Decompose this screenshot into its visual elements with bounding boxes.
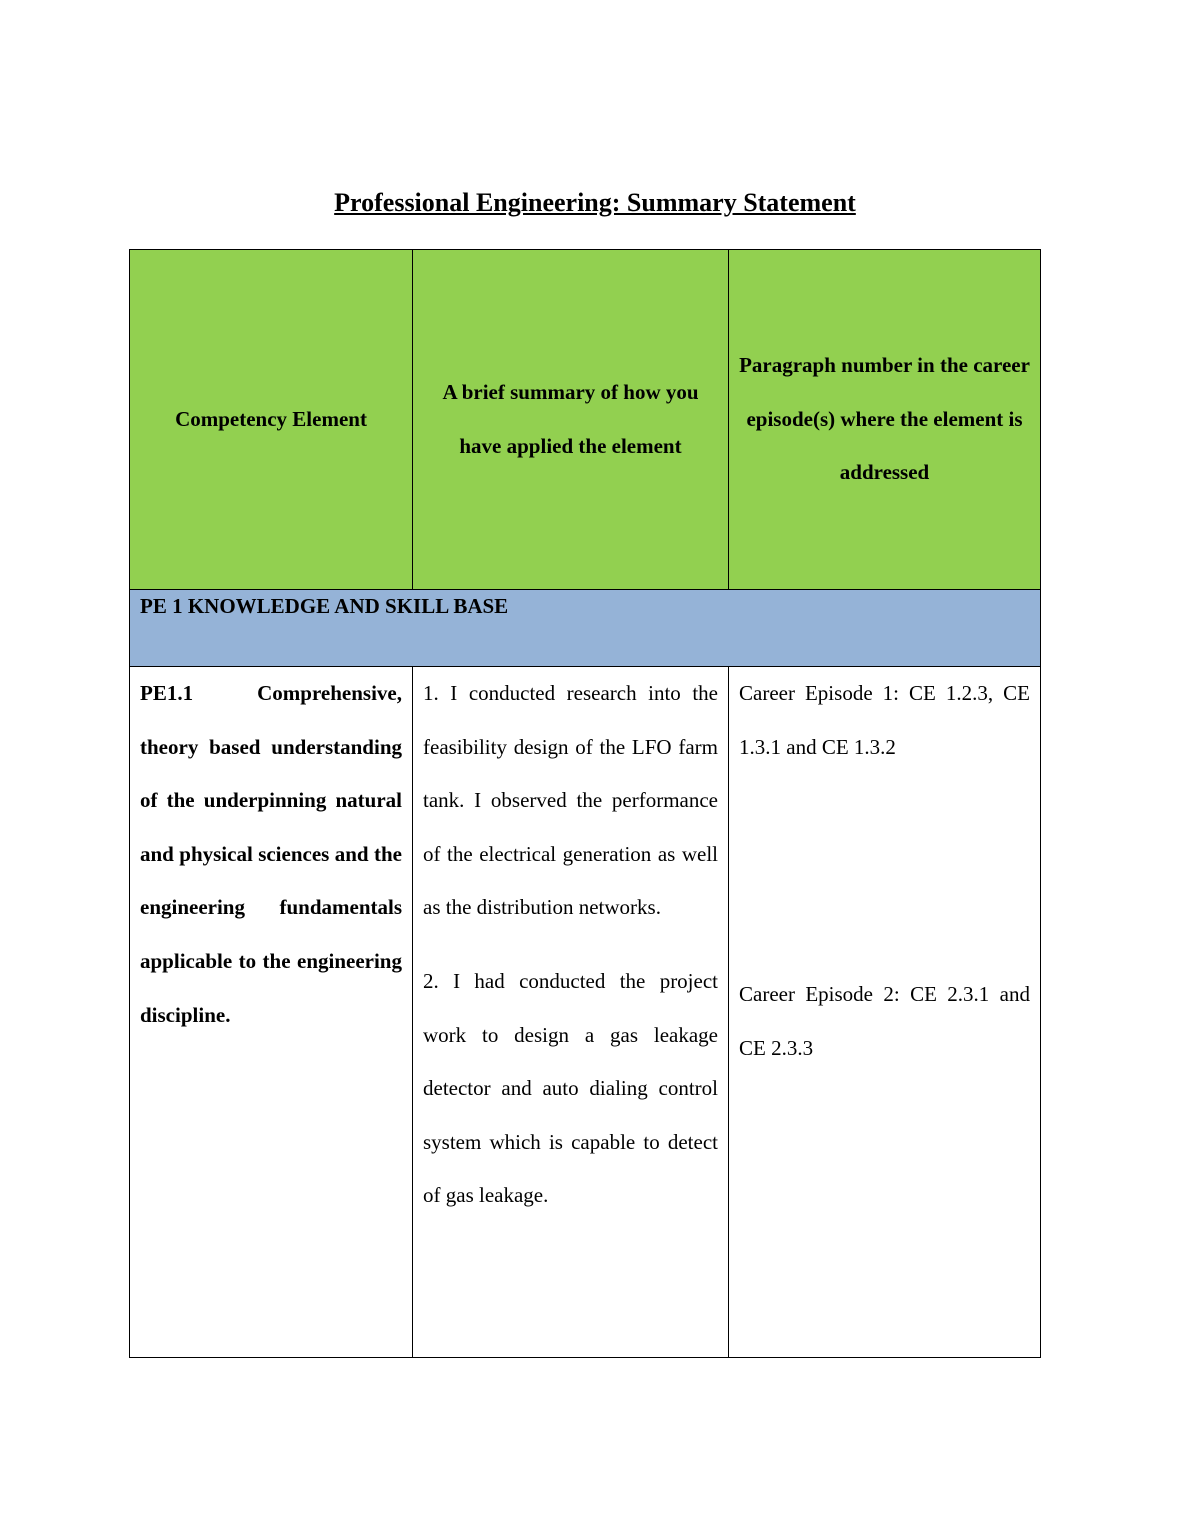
summary-table	[129, 249, 1041, 1358]
summary-paragraph-2: 2. I had conducted the project work to design a gas leakage detector and auto dialing control system which is capable to detect of gas leakage.	[423, 968, 718, 1208]
reference-1: Career Episode 1: CE 1.2.3, CE 1.3.1 and CE 1.3.2	[739, 681, 1030, 759]
section-row	[130, 590, 1041, 667]
page-title: Professional Engineering: Summary Statement	[334, 188, 856, 217]
header-brief-summary: A brief summary of how you have applied the element	[413, 250, 729, 590]
table-header-row	[130, 250, 1041, 590]
reference-2: Career Episode 2: CE 2.3.1 and CE 2.3.3	[739, 982, 1030, 1060]
section-title: PE 1 KNOWLEDGE AND SKILL BASE	[130, 590, 1041, 667]
header-paragraph-number: Paragraph number in the career episode(s) where the element is addressed	[729, 250, 1041, 590]
table-row	[130, 667, 1041, 1358]
reference-cell	[729, 667, 1041, 1358]
summary-paragraph-1: 1. I conducted research into the feasibility design of the LFO farm tank. I observed the performance of the electrical generation as well as the distribution networks.	[423, 681, 718, 920]
summary-cell	[413, 667, 729, 1358]
header-competency-element: Competency Element	[130, 250, 413, 590]
competency-element-cell: PE1.1 Comprehensive, theory based understanding of the underpinning natural and physical sciences and the engineering fundamentals applicable to the engineering discipline.	[130, 667, 413, 1358]
